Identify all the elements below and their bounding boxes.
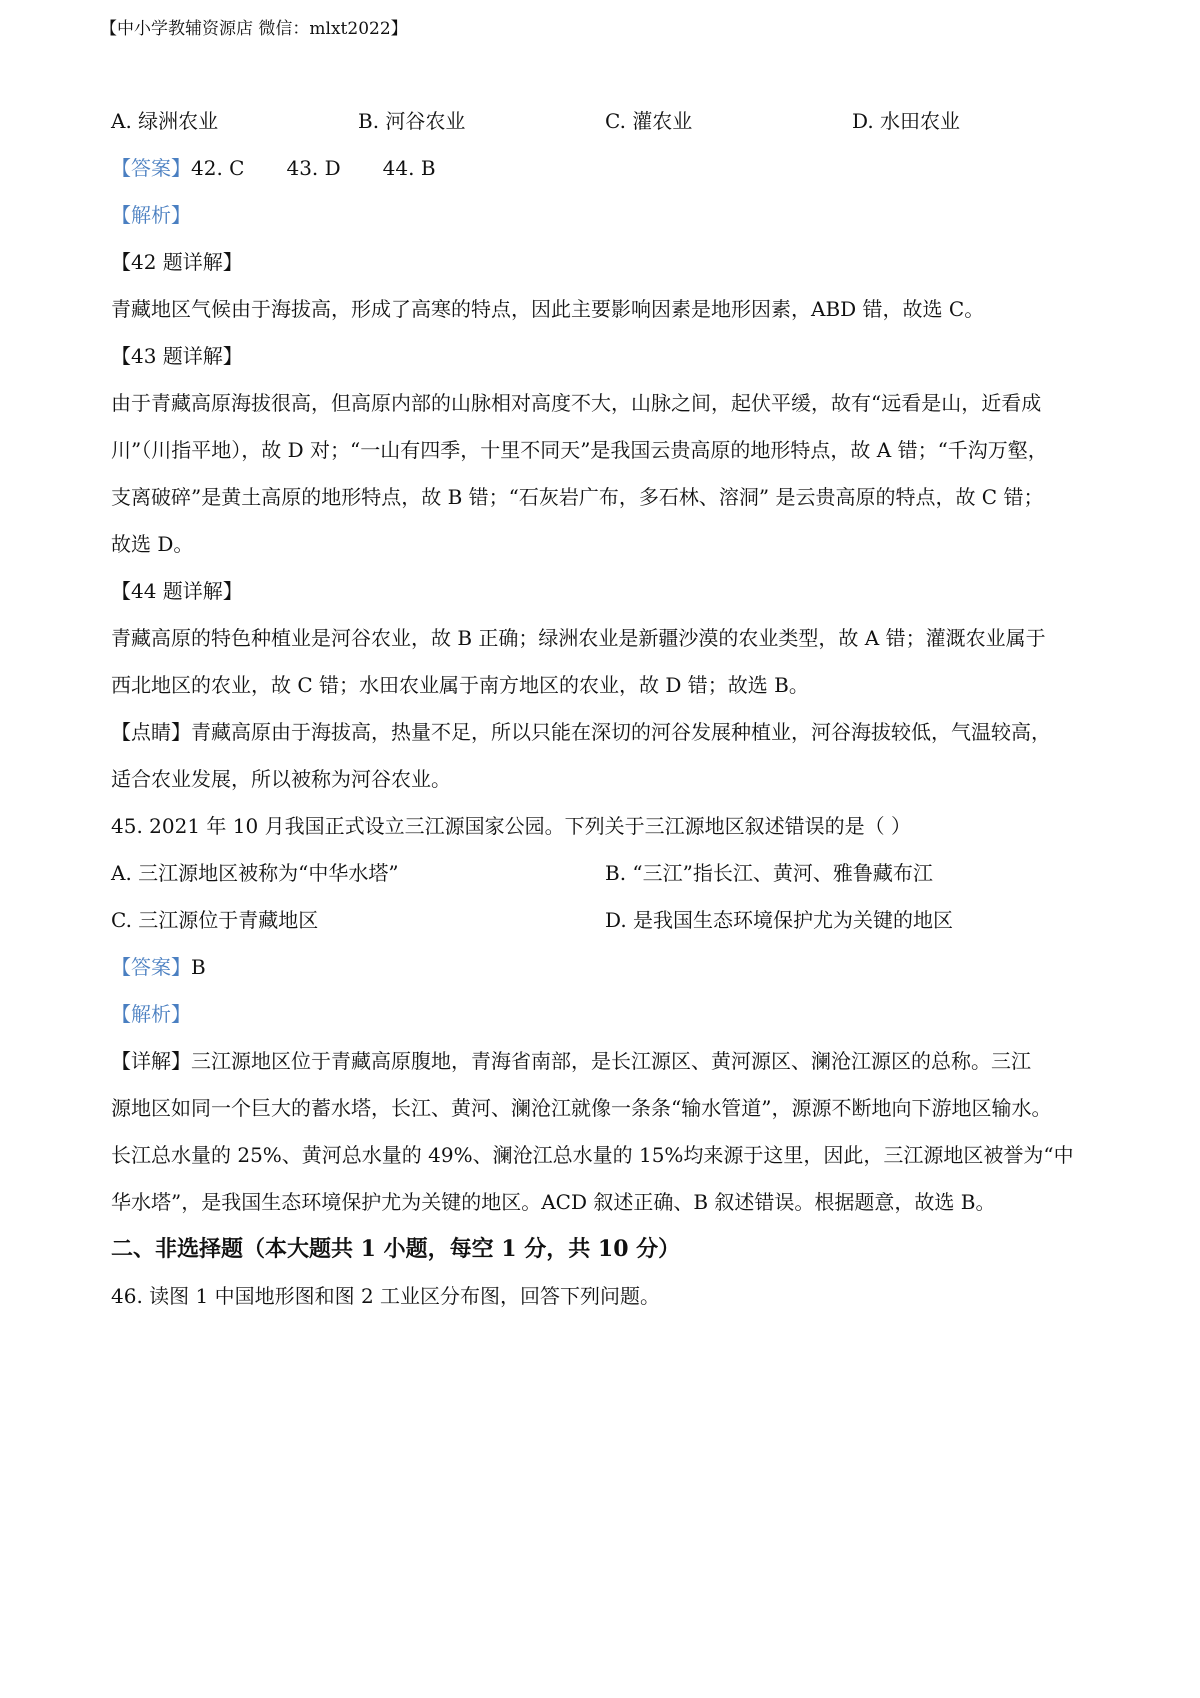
text-line: 适合农业发展，所以被称为河谷农业。 (111, 767, 451, 791)
q45-analysis-label: 【解析】 (111, 1002, 191, 1026)
tip-label: 【点睛】 (111, 720, 191, 744)
q44-detail-title: 【44 题详解】 (111, 579, 243, 603)
q45-options-row-1 (111, 850, 1101, 897)
page-content (111, 98, 1101, 1320)
text-line: 三江源地区位于青藏高原腹地，青海省南部，是长江源区、黄河源区、澜沧江源区的总称。三江 (191, 1049, 1031, 1073)
option-a: A. 绿洲农业 (111, 109, 219, 133)
q44-options (111, 98, 1101, 145)
q45-answer: B (191, 955, 206, 979)
option-b: B. “三江”指长江、黄河、雅鲁藏布江 (605, 861, 933, 885)
q42-detail-text (111, 286, 1101, 333)
option-a: A. 三江源地区被称为“中华水塔” (111, 861, 399, 885)
option-d: D. 水田农业 (852, 109, 961, 133)
q45-answer-line (111, 944, 1101, 991)
q45-stem: 45. 2021 年 10 月我国正式设立三江源国家公园。下列关于三江源地区叙述错误的是（ ） (111, 814, 911, 838)
answer-44: 44. B (382, 156, 436, 180)
text-line: 源地区如同一个巨大的蓄水塔，长江、黄河、澜沧江就像一条条“输水管道”，源源不断地向下游地区输水。 (111, 1096, 1052, 1120)
q42-detail-title: 【42 题详解】 (111, 250, 243, 274)
option-c: C. 灌农业 (605, 109, 693, 133)
answer-43: 43. D (286, 156, 341, 180)
text-line: 故选 D。 (111, 532, 194, 556)
text-line: 华水塔”，是我国生态环境保护尤为关键的地区。ACD 叙述正确、B 叙述错误。根据题意，故选 B。 (111, 1190, 996, 1214)
q43-detail-text (111, 380, 1101, 568)
text-line: 由于青藏高原海拔很高，但高原内部的山脉相对高度不大，山脉之间，起伏平缓，故有“远看是山，近看成 (111, 391, 1042, 415)
text-line: 青藏高原的特色种植业是河谷农业，故 B 正确；绿洲农业是新疆沙漠的农业类型，故 A 错；灌溉农业属于 (111, 626, 1046, 650)
text-line: 支离破碎”是黄土高原的地形特点，故 B 错；“石灰岩广布，多石林、溶洞” 是云贵高原的特点，故 C 错； (111, 485, 1044, 509)
answer-line (111, 145, 1101, 192)
answer-42: 42. C (191, 156, 245, 180)
text-line: 青藏地区气候由于海拔高，形成了高寒的特点，因此主要影响因素是地形因素，ABD 错，故选 C。 (111, 297, 985, 321)
text-line: 川”（川指平地），故 D 对；“一山有四季，十里不同天”是我国云贵高原的地形特点，故 A 错；“千沟万壑， (111, 438, 1048, 462)
text-line: 西北地区的农业，故 C 错；水田农业属于南方地区的农业，故 D 错；故选 B。 (111, 673, 809, 697)
answer-label: 【答案】 (111, 156, 191, 180)
text-line: 青藏高原由于海拔高，热量不足，所以只能在深切的河谷发展种植业，河谷海拔较低，气温较高， (191, 720, 1051, 744)
section-2-title: 二、非选择题（本大题共 1 小题，每空 1 分，共 10 分） (111, 1236, 681, 1262)
q43-detail-title: 【43 题详解】 (111, 344, 243, 368)
q44-detail-text (111, 615, 1101, 709)
option-c: C. 三江源位于青藏地区 (111, 908, 319, 932)
answer-label: 【答案】 (111, 955, 191, 979)
detail-label: 【详解】 (111, 1049, 191, 1073)
q45-detail-block (111, 1038, 1101, 1226)
q46-stem: 46. 读图 1 中国地形图和图 2 工业区分布图，回答下列问题。 (111, 1284, 661, 1308)
option-d: D. 是我国生态环境保护尤为关键的地区 (605, 908, 954, 932)
tip-block (111, 709, 1101, 803)
q45-options-row-2 (111, 897, 1101, 944)
option-b: B. 河谷农业 (358, 109, 466, 133)
analysis-label: 【解析】 (111, 203, 191, 227)
watermark: 【中小学教辅资源店 微信：mlxt2022】 (100, 19, 408, 39)
text-line: 长江总水量的 25%、黄河总水量的 49%、澜沧江总水量的 15%均来源于这里，因此，三江源地区被誉为“中 (111, 1143, 1074, 1167)
